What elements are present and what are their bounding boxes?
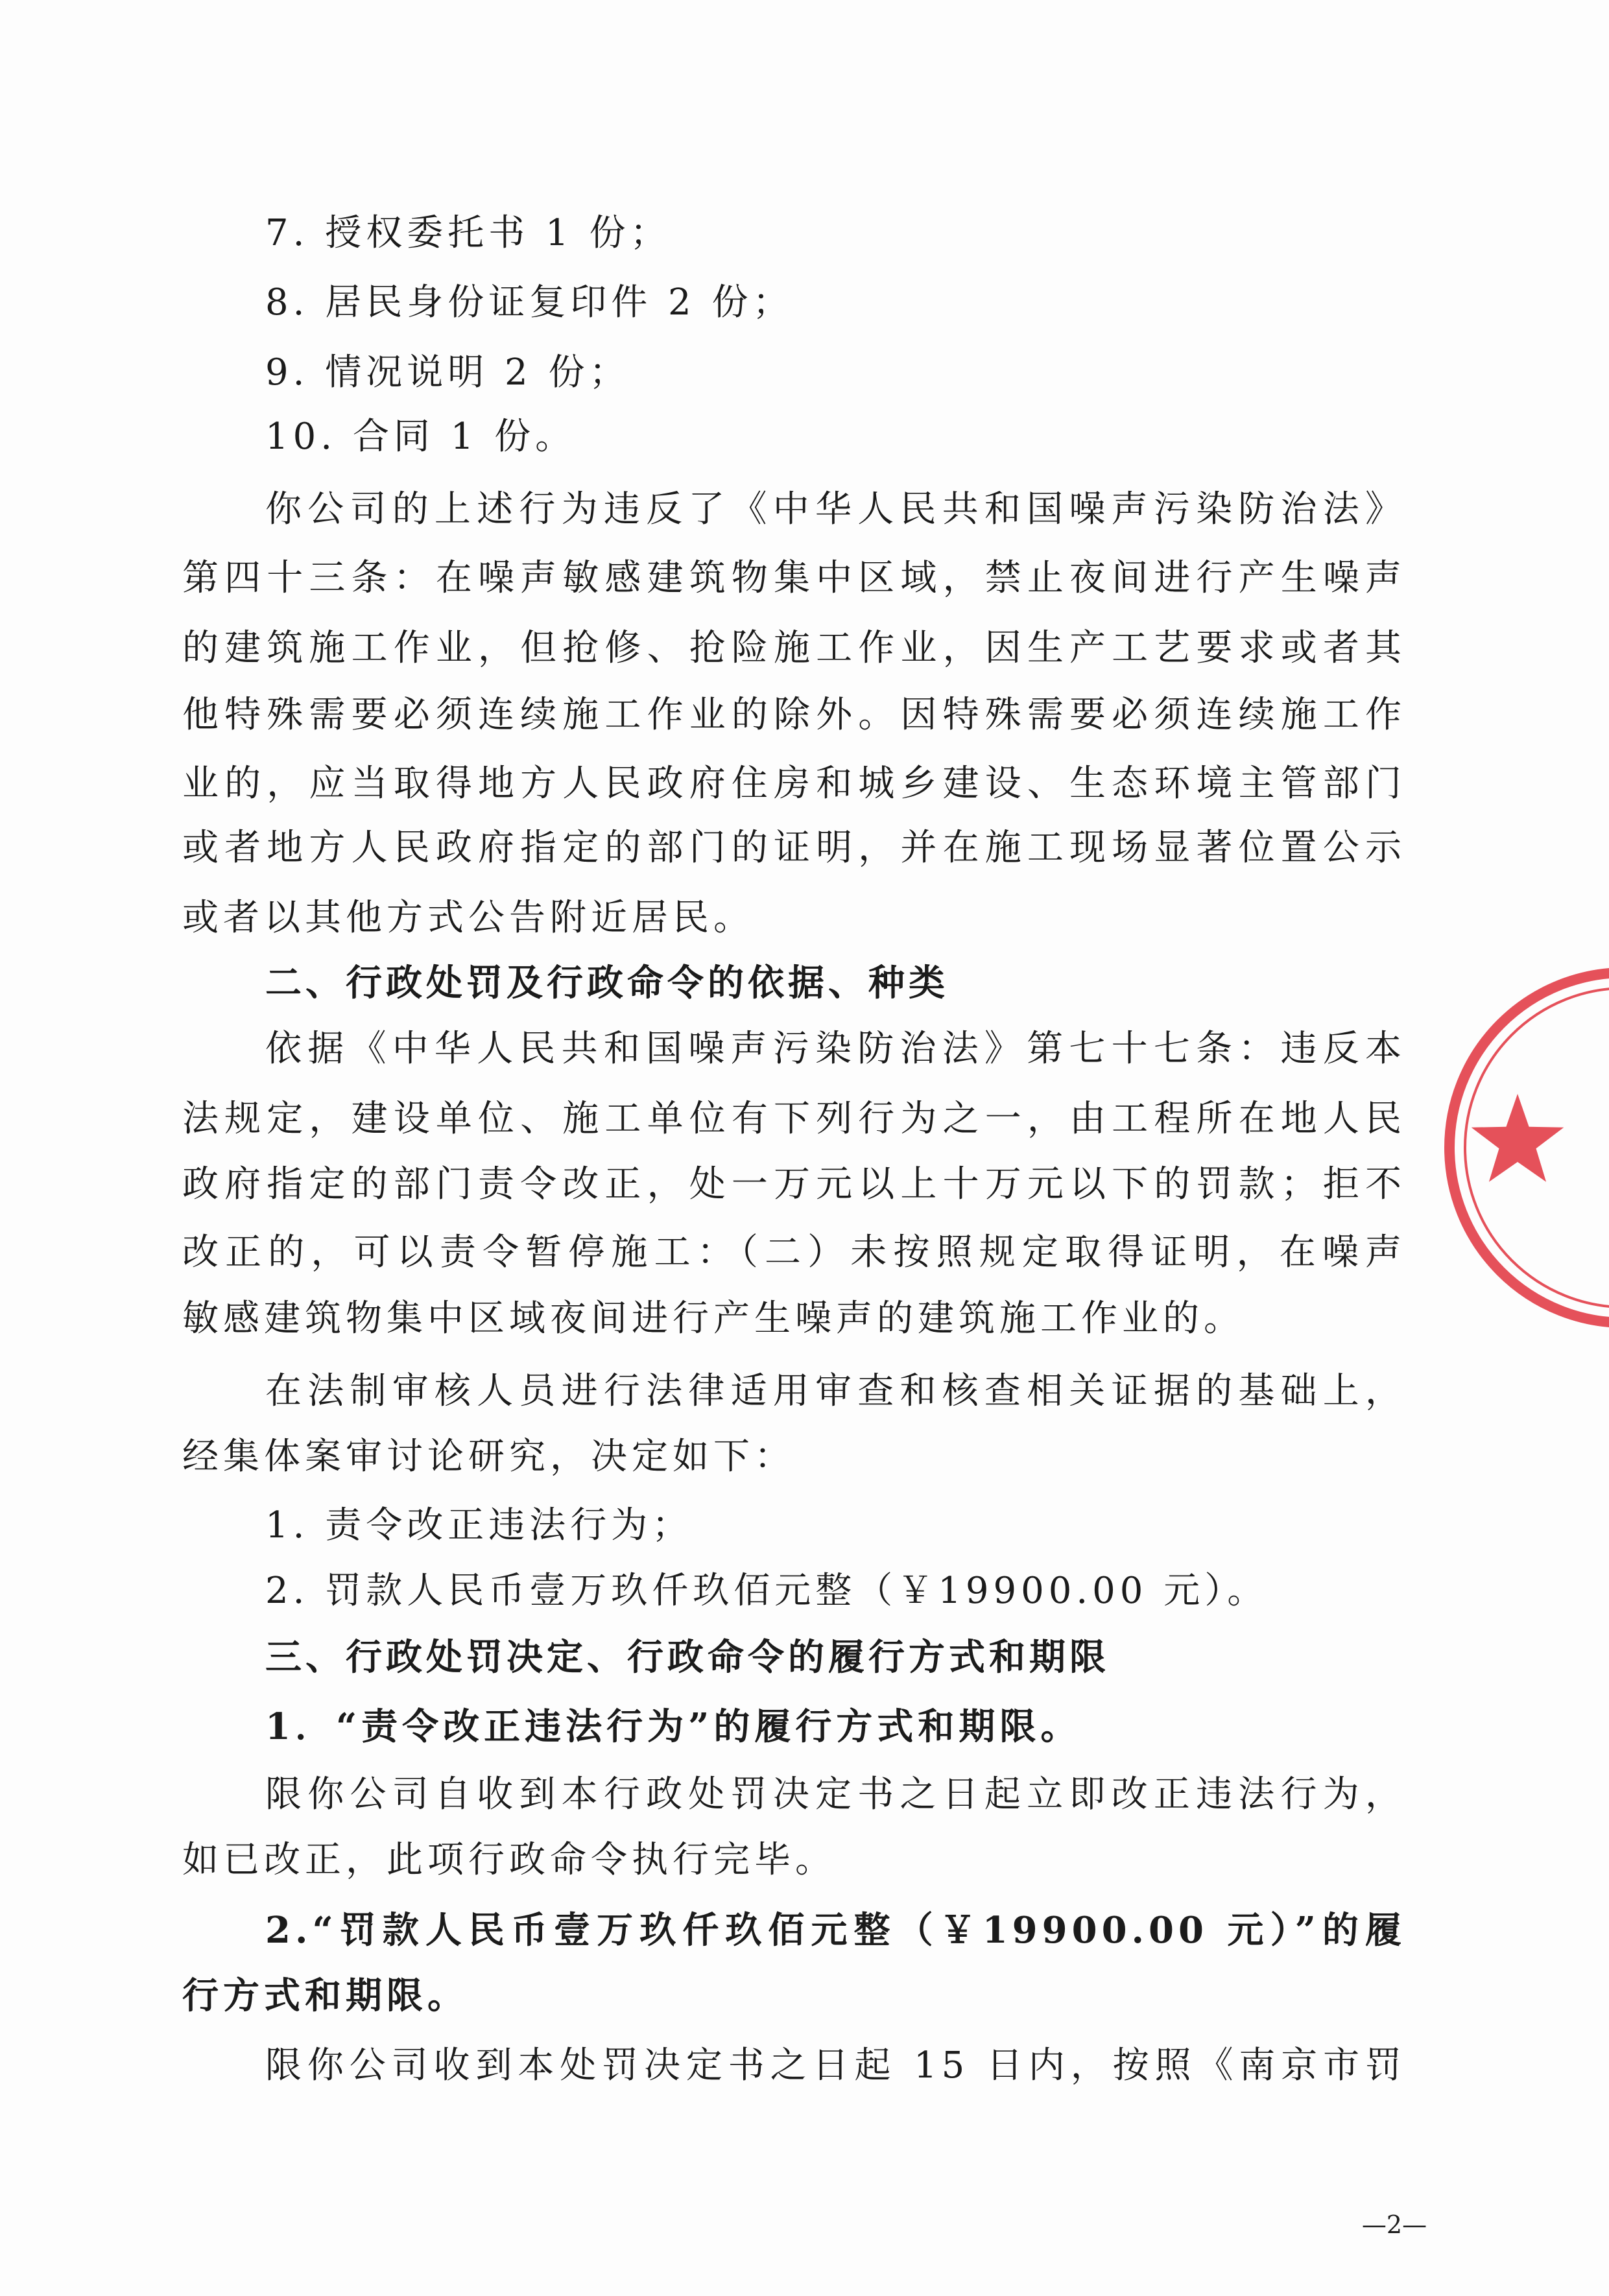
paragraph-line: 的建筑施工作业，但抢修、抢险施工作业，因生产工艺要求或者其 — [182, 627, 1406, 669]
paragraph-line: 政府指定的部门责令改正，处一万元以上十万元以下的罚款；拒不 — [182, 1163, 1406, 1205]
paragraph-line: 第四十三条：在噪声敏感建筑物集中区域，禁止夜间进行产生噪声 — [182, 557, 1406, 599]
paragraph-line: 限你公司收到本处罚决定书之日起 15 日内，按照《南京市罚 — [265, 2044, 1406, 2087]
subsection-heading: 2.“罚款人民币壹万玖仟玖佰元整（￥19900.00 元）”的履 — [265, 1909, 1406, 1952]
paragraph-line: 如已改正，此项行政命令执行完毕。 — [182, 1839, 836, 1881]
paragraph-line: 或者以其他方式公告附近居民。 — [182, 897, 754, 939]
paragraph-line: 你公司的上述行为违反了《中华人民共和国噪声污染防治法》 — [265, 488, 1406, 530]
paragraph-line: 法规定，建设单位、施工单位有下列行为之一，由工程所在地人民 — [182, 1098, 1406, 1140]
attachment-item: 7. 授权委托书 1 份； — [265, 212, 671, 254]
subsection-heading: 行方式和期限。 — [182, 1974, 468, 2017]
paragraph-line: 依据《中华人民共和国噪声污染防治法》第七十七条：违反本 — [265, 1028, 1406, 1070]
subsection-heading: 1．“责令改正违法行为”的履行方式和期限。 — [265, 1705, 1082, 1748]
paragraph-line: 经集体案审讨论研究，决定如下： — [182, 1436, 795, 1478]
paragraph-line: 在法制审核人员进行法律适用审查和核查相关证据的基础上， — [265, 1370, 1406, 1412]
decision-item: 1. 责令改正违法行为； — [265, 1504, 693, 1546]
official-seal — [1427, 953, 1609, 1342]
attachment-item: 10. 合同 1 份。 — [265, 416, 577, 458]
decision-item: 2. 罚款人民币壹万玖仟玖佰元整（￥19900.00 元）。 — [265, 1570, 1269, 1612]
attachment-item: 8. 居民身份证复印件 2 份； — [265, 281, 794, 324]
paragraph-line: 或者地方人民政府指定的部门的证明，并在施工现场显著位置公示 — [182, 827, 1406, 869]
paragraph-line: 敏感建筑物集中区域夜间进行产生噪声的建筑施工作业的。 — [182, 1297, 1245, 1340]
paragraph-line: 业的，应当取得地方人民政府住房和城乡建设、生态环境主管部门 — [182, 763, 1406, 805]
seal-star-icon — [1472, 1094, 1564, 1182]
paragraph-line: 他特殊需要必须连续施工作业的除外。因特殊需要必须连续施工作 — [182, 694, 1406, 736]
paragraph-line: 限你公司自收到本行政处罚决定书之日起立即改正违法行为， — [265, 1773, 1406, 1816]
section-heading: 三、行政处罚决定、行政命令的履行方式和期限 — [265, 1637, 1110, 1679]
section-heading: 二、行政处罚及行政命令的依据、种类 — [265, 962, 949, 1004]
paragraph-line: 改正的，可以责令暂停施工：（二）未按照规定取得证明，在噪声 — [182, 1231, 1406, 1273]
attachment-item: 9. 情况说明 2 份； — [265, 351, 630, 394]
page-number: —2— — [1361, 2210, 1427, 2239]
